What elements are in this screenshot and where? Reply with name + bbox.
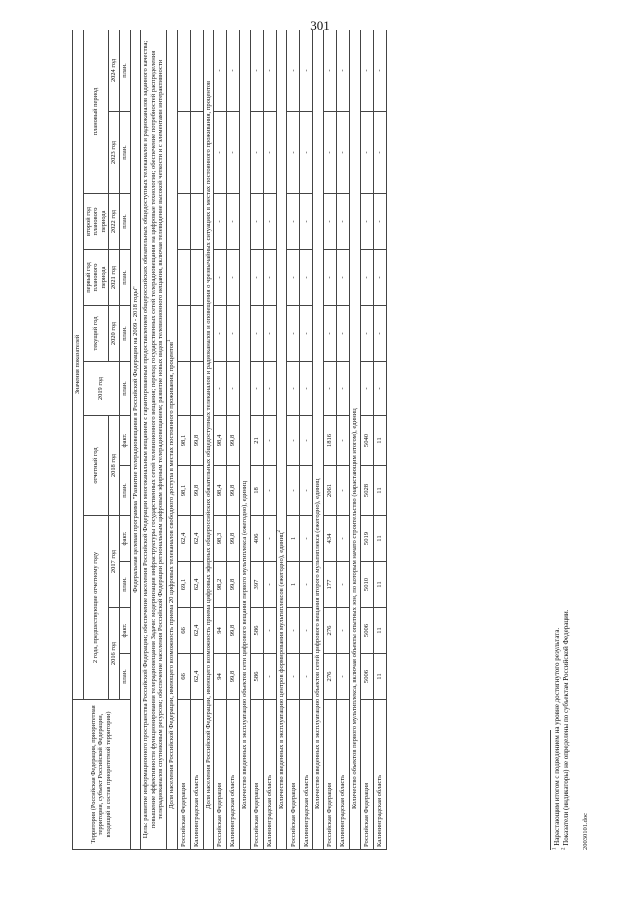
plan-header: план. xyxy=(119,306,130,362)
value-cell: - xyxy=(300,466,313,516)
value-cell: - xyxy=(214,250,227,306)
value-cell: 11 xyxy=(373,562,386,608)
indicators-table xyxy=(72,30,387,850)
value-cell: - xyxy=(300,608,313,654)
value-cell: 99,8 xyxy=(190,466,203,516)
plan-header: план. xyxy=(119,562,130,608)
value-cell: 177 xyxy=(323,562,336,608)
rotated-page-area xyxy=(72,30,602,850)
value-cell: 586 xyxy=(250,608,263,654)
value-cell: - xyxy=(214,306,227,362)
first-plan-year-header: первый год планового периода xyxy=(83,250,109,306)
value-cell: - xyxy=(287,112,300,194)
value-cell: 1 xyxy=(287,516,300,562)
value-cell: - xyxy=(360,362,373,416)
y2024-header: 2024 год xyxy=(109,30,120,112)
indicator-title xyxy=(276,30,287,850)
territory-name: Калининградская область xyxy=(227,700,240,850)
value-cell: 69,1 xyxy=(177,562,190,608)
indicator-title xyxy=(313,30,324,850)
value-cell xyxy=(177,30,190,112)
value-cell: - xyxy=(263,306,276,362)
territory-header: Территория (Российская Федерация, приоритетная территория, субъект Российской Федерации, входящий в состав приоритетной территории) xyxy=(73,700,131,850)
values-group-header: Значения показателей xyxy=(73,30,84,700)
value-cell: 5006 xyxy=(360,654,373,700)
value-cell: - xyxy=(287,654,300,700)
value-cell: - xyxy=(263,30,276,112)
plan-header: план. xyxy=(119,250,130,306)
footnote-divider xyxy=(550,730,551,850)
value-cell: 11 xyxy=(373,416,386,466)
territory-name: Калининградская область xyxy=(190,700,203,850)
value-cell: - xyxy=(227,362,240,416)
value-cell: 276 xyxy=(323,608,336,654)
value-cell: - xyxy=(373,250,386,306)
current-year-header: текущий год xyxy=(83,306,109,362)
table-row xyxy=(263,30,276,850)
value-cell: 1 xyxy=(287,562,300,608)
value-cell: - xyxy=(323,112,336,194)
value-cell: - xyxy=(373,112,386,194)
y2022-header: 2022 год xyxy=(109,194,120,250)
indicator-title-text: Доля населения Российской Федерации, имеющего возможность приема цифровых эфирных общероссийских обязательных общедоступных телеканалов и радиоканалов и оповещения о чрезвычайных ситуациях в местах постоянного проживания, процентов xyxy=(204,80,212,809)
value-cell xyxy=(177,250,190,306)
value-cell: - xyxy=(287,306,300,362)
value-cell: 434 xyxy=(323,516,336,562)
value-cell: 406 xyxy=(250,516,263,562)
value-cell: - xyxy=(323,362,336,416)
footnote-mark: 2 xyxy=(561,847,567,850)
value-cell xyxy=(177,306,190,362)
value-cell: - xyxy=(300,194,313,250)
second-plan-year-header: второй год планового периода xyxy=(83,194,109,250)
fact-header: факт. xyxy=(119,516,130,562)
value-cell: - xyxy=(287,466,300,516)
table-row xyxy=(250,30,263,850)
value-cell xyxy=(177,362,190,416)
indicator-title-text: Количество введенных в эксплуатацию объектов сетей цифрового вещания второго мультиплекса (ежегодно), единиц xyxy=(314,478,322,809)
value-cell: 99,8 xyxy=(227,562,240,608)
territory-name: Российская Федерация xyxy=(360,700,373,850)
table-row xyxy=(214,30,227,850)
territory-name: Калининградская область xyxy=(373,700,386,850)
value-cell: - xyxy=(300,250,313,306)
value-cell: - xyxy=(300,516,313,562)
territory-name: Калининградская область xyxy=(300,700,313,850)
value-cell: - xyxy=(263,362,276,416)
value-cell: 586 xyxy=(250,654,263,700)
y2018-header: 2018 год xyxy=(109,416,120,516)
value-cell: - xyxy=(287,30,300,112)
value-cell: 98,4 xyxy=(214,466,227,516)
value-cell: 276 xyxy=(323,654,336,700)
table-row xyxy=(287,30,300,850)
footnote-text: Показатели (индикаторы) не определены по субъектам Российской Федерации. xyxy=(562,609,570,846)
indicator-title xyxy=(166,30,177,850)
value-cell: - xyxy=(263,516,276,562)
value-cell: 5019 xyxy=(360,516,373,562)
value-cell: 99,8 xyxy=(227,654,240,700)
value-cell: - xyxy=(360,112,373,194)
indicator-title-text: Количество объектов первого мультиплекса, включая объекты опытных зон, по которым начато строительство (нарастающим итогом), единиц xyxy=(350,408,358,809)
value-cell: 11 xyxy=(373,466,386,516)
value-cell: - xyxy=(227,194,240,250)
value-cell: - xyxy=(300,306,313,362)
indicator-title-text: Количество введенных в эксплуатацию центров формирования мультиплексов (ежегодно), единиц xyxy=(277,532,285,809)
territory-name: Российская Федерация xyxy=(177,700,190,850)
value-cell: - xyxy=(287,250,300,306)
indicator-title-text: Количество введенных в эксплуатацию объектов сети цифрового вещания первого мультиплекса (ежегодно), единиц xyxy=(241,481,249,809)
two-years-header: 2 года, предшествующие отчетному году xyxy=(83,516,109,700)
value-cell: 62,4 xyxy=(190,562,203,608)
value-cell: - xyxy=(360,250,373,306)
value-cell: - xyxy=(336,112,349,194)
value-cell: - xyxy=(227,112,240,194)
table-body xyxy=(130,30,386,850)
value-cell: - xyxy=(287,608,300,654)
plan-header: план. xyxy=(119,194,130,250)
table-row xyxy=(177,30,190,850)
fact-header: факт. xyxy=(119,416,130,466)
fact-header: факт. xyxy=(119,608,130,654)
table-row xyxy=(336,30,349,850)
value-cell: 98,4 xyxy=(214,416,227,466)
territory-name: Калининградская область xyxy=(336,700,349,850)
value-cell: - xyxy=(263,112,276,194)
year-2019-header: 2019 год xyxy=(83,362,119,416)
value-cell: 1816 xyxy=(323,416,336,466)
value-cell: 5040 xyxy=(360,416,373,466)
value-cell: - xyxy=(287,194,300,250)
value-cell: - xyxy=(250,30,263,112)
value-cell: - xyxy=(336,30,349,112)
value-cell: - xyxy=(323,30,336,112)
value-cell: - xyxy=(263,416,276,466)
value-cell: 98,1 xyxy=(177,416,190,466)
value-cell: - xyxy=(214,362,227,416)
plan-header: план. xyxy=(119,30,130,112)
value-cell: - xyxy=(300,562,313,608)
value-cell: - xyxy=(300,362,313,416)
value-cell: - xyxy=(336,608,349,654)
value-cell: 5010 xyxy=(360,562,373,608)
value-cell: - xyxy=(360,30,373,112)
value-cell: - xyxy=(263,654,276,700)
value-cell: - xyxy=(250,194,263,250)
plan-header: план. xyxy=(119,654,130,700)
value-cell: 98,1 xyxy=(177,466,190,516)
value-cell: - xyxy=(300,112,313,194)
value-cell: 99,8 xyxy=(227,466,240,516)
value-cell xyxy=(190,30,203,112)
footnote-1 xyxy=(553,30,562,850)
value-cell: - xyxy=(263,562,276,608)
table-row xyxy=(190,30,203,850)
value-cell: - xyxy=(250,362,263,416)
value-cell: - xyxy=(336,306,349,362)
value-cell: - xyxy=(336,516,349,562)
territory-name: Российская Федерация xyxy=(214,700,227,850)
page-number: 301 xyxy=(310,18,330,33)
value-cell: 62,4 xyxy=(190,654,203,700)
value-cell: 18 xyxy=(250,466,263,516)
value-cell: 21 xyxy=(250,416,263,466)
value-cell: - xyxy=(287,362,300,416)
value-cell: - xyxy=(323,306,336,362)
footnote-ref: 2 xyxy=(276,529,282,533)
value-cell: - xyxy=(360,306,373,362)
value-cell: - xyxy=(214,30,227,112)
indicator-title-text: Доля населения Российской Федерации, имеющего возможность приема 20 цифровых телеканалов свободного доступа в местах постоянного проживания, процентов xyxy=(167,342,175,809)
table-row xyxy=(323,30,336,850)
landscape-document xyxy=(72,30,602,850)
value-cell: - xyxy=(287,416,300,466)
value-cell: 99,8 xyxy=(227,516,240,562)
value-cell: - xyxy=(250,250,263,306)
value-cell: 62,4 xyxy=(190,516,203,562)
value-cell: - xyxy=(373,306,386,362)
value-cell: 99,8 xyxy=(227,416,240,466)
value-cell: - xyxy=(300,654,313,700)
value-cell: - xyxy=(227,30,240,112)
value-cell xyxy=(190,112,203,194)
value-cell: 94 xyxy=(214,654,227,700)
plan-header: план. xyxy=(119,362,130,416)
territory-name: Российская Федерация xyxy=(323,700,336,850)
table-row xyxy=(360,30,373,850)
value-cell: - xyxy=(336,466,349,516)
table-row xyxy=(300,30,313,850)
value-cell: 94 xyxy=(214,608,227,654)
value-cell: 99,8 xyxy=(190,416,203,466)
footnote-mark: 1 xyxy=(552,847,558,850)
indicator-title xyxy=(349,30,360,850)
program-goals: Цель: развитие информационного пространства Российской Федерации; обеспечение населения Российской Федерации многоканальным вещанием с гарантированным предоставлением общероссийских обязательных общедоступных телеканалов и радиоканалов заданного качества; повышение эффективности функционирования телерадиовещания Задачи: модернизация инфраструктуры государственных сетей телевизионного вещания; переход государственных сетей телерадиовещания на цифровые технологии; обеспечение потребностей распределения телерадиоканалов спутниковым ресурсом; обеспечение населения Российской Федерации региональным цифровым эфирным телерадиовещанием; развитие новых видов телевизионного вещания, включая телевидение высокой четкости и с элементами интерактивности xyxy=(141,30,167,850)
footnote-text: Нарастающим итогом с подведением на уровне достигнутого результата. xyxy=(553,627,561,846)
plan-period-header: плановый период xyxy=(83,30,109,194)
value-cell: - xyxy=(336,362,349,416)
value-cell: - xyxy=(373,194,386,250)
program-title: Федеральная целевая программа "Развитие телерадиовещания в Российской Федерации на 2009 - 2018 годы" xyxy=(130,30,141,850)
value-cell: - xyxy=(214,194,227,250)
value-cell xyxy=(190,250,203,306)
value-cell: - xyxy=(263,608,276,654)
value-cell: 11 xyxy=(373,654,386,700)
value-cell: - xyxy=(336,194,349,250)
plan-header: план. xyxy=(119,112,130,194)
value-cell: - xyxy=(336,250,349,306)
value-cell xyxy=(190,362,203,416)
value-cell: - xyxy=(227,306,240,362)
value-cell: - xyxy=(214,112,227,194)
footnotes xyxy=(550,30,571,850)
value-cell: - xyxy=(263,466,276,516)
value-cell: - xyxy=(323,194,336,250)
value-cell: 2061 xyxy=(323,466,336,516)
value-cell: 66 xyxy=(177,608,190,654)
table-row xyxy=(373,30,386,850)
value-cell: - xyxy=(227,250,240,306)
value-cell: - xyxy=(300,30,313,112)
value-cell: 62,4 xyxy=(177,516,190,562)
indicator-title xyxy=(240,30,251,850)
value-cell: 5028 xyxy=(360,466,373,516)
y2017-header: 2017 год xyxy=(109,516,120,608)
value-cell: 62,4 xyxy=(190,608,203,654)
footnote-ref: 1 xyxy=(166,339,172,342)
value-cell: - xyxy=(300,416,313,466)
value-cell: - xyxy=(250,112,263,194)
value-cell: - xyxy=(323,250,336,306)
y2020-header: 2020 год xyxy=(109,306,120,362)
value-cell: - xyxy=(250,306,263,362)
value-cell: 99,8 xyxy=(227,608,240,654)
value-cell: 5006 xyxy=(360,608,373,654)
footnote-2 xyxy=(562,30,571,850)
y2021-header: 2021 год xyxy=(109,250,120,306)
territory-name: Российская Федерация xyxy=(287,700,300,850)
report-year-header: отчетный год xyxy=(83,416,109,516)
table-row xyxy=(227,30,240,850)
value-cell: - xyxy=(336,654,349,700)
value-cell xyxy=(177,112,190,194)
value-cell: 397 xyxy=(250,562,263,608)
plan-header: план. xyxy=(119,466,130,516)
value-cell: - xyxy=(360,194,373,250)
value-cell xyxy=(190,194,203,250)
indicator-title xyxy=(203,30,214,850)
value-cell: 66 xyxy=(177,654,190,700)
document-code: 20030101.doc xyxy=(582,812,589,850)
value-cell: 98,2 xyxy=(214,562,227,608)
value-cell: - xyxy=(373,30,386,112)
value-cell: 11 xyxy=(373,516,386,562)
territory-name: Российская Федерация xyxy=(250,700,263,850)
value-cell: 98,3 xyxy=(214,516,227,562)
y2023-header: 2023 год xyxy=(109,112,120,194)
value-cell xyxy=(190,306,203,362)
y2016-header: 2016 год xyxy=(109,608,120,700)
value-cell xyxy=(177,194,190,250)
value-cell: - xyxy=(373,362,386,416)
value-cell: - xyxy=(336,416,349,466)
value-cell: 11 xyxy=(373,608,386,654)
territory-name: Калининградская область xyxy=(263,700,276,850)
value-cell: - xyxy=(263,194,276,250)
value-cell: - xyxy=(263,250,276,306)
value-cell: - xyxy=(336,562,349,608)
